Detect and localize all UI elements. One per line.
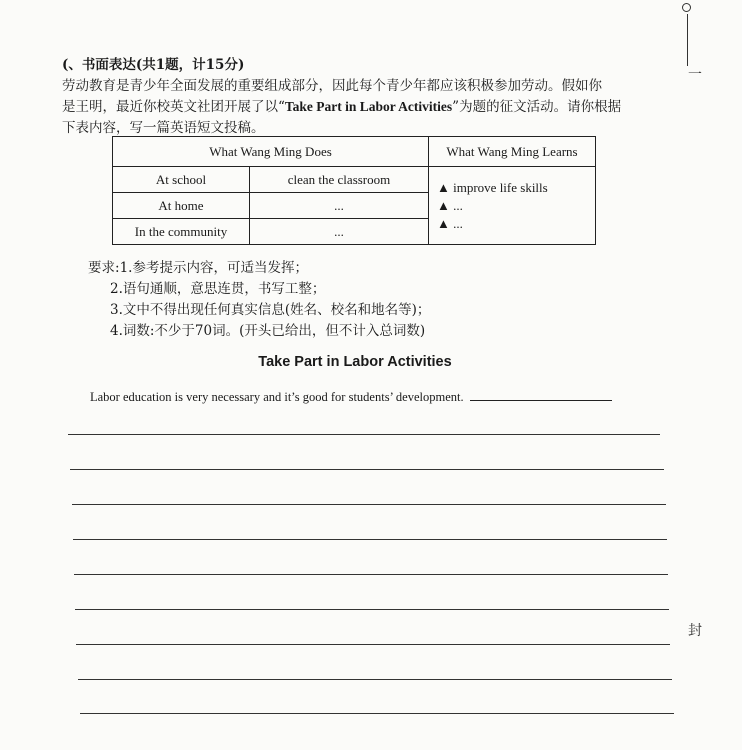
prompt-topic: Take Part in Labor Activities (284, 99, 453, 114)
binding-hole-icon (682, 3, 691, 12)
table-header-learns: What Wang Ming Learns (429, 137, 596, 167)
writing-line[interactable] (68, 434, 660, 435)
table-cell-place: At home (113, 193, 250, 219)
table-cell-place: In the community (113, 219, 250, 245)
margin-mark-top: 一 (688, 67, 702, 83)
section-header: (、书面表达(共1题，计15分) (62, 57, 245, 73)
binding-line (687, 14, 688, 66)
prompt-line-2-post: ”为题的征文活动。请你根据 (452, 99, 622, 115)
margin-mark-side: 封 (688, 623, 702, 639)
learn-item: ▲ improve life skills (437, 179, 548, 195)
prompt-line-2-pre: 是王明，最近你校英文社团开展了以“ (62, 99, 285, 115)
prompt-line-2 (62, 95, 621, 115)
table-cell-activity: clean the classroom (250, 167, 429, 193)
requirements-label: 要求: (88, 260, 120, 276)
table-row (113, 167, 596, 193)
essay-opening (90, 388, 612, 405)
prompt-line-3: 下表内容，写一篇英语短文投稿。 (62, 120, 265, 136)
essay-title: Take Part in Labor Activities (258, 354, 452, 370)
writing-line[interactable] (80, 713, 674, 714)
writing-line[interactable] (72, 504, 666, 505)
learn-item: ▲ ... (437, 215, 463, 231)
requirement-line-1 (88, 256, 308, 276)
learn-item: ▲ ... (437, 197, 463, 213)
essay-opening-text: Labor education is very necessary and it’s good for students’ development. (90, 390, 464, 404)
requirement-item: 3.文中不得出现任何真实信息(姓名、校名和地名等)； (110, 302, 431, 318)
table-cell-activity: ... (250, 219, 429, 245)
info-table (112, 136, 596, 245)
table-header-does: What Wang Ming Does (113, 137, 429, 167)
answer-blank[interactable] (470, 388, 612, 401)
writing-line[interactable] (70, 469, 664, 470)
table-cell-activity: ... (250, 193, 429, 219)
requirement-item: 4.词数:不少于70词。(开头已给出，但不计入总词数) (110, 323, 426, 339)
writing-line[interactable] (76, 644, 670, 645)
table-cell-place: At school (113, 167, 250, 193)
requirement-item: 2.语句通顺，意思连贯，书写工整； (110, 281, 326, 297)
table-cell-learns (429, 167, 596, 245)
writing-line[interactable] (73, 539, 667, 540)
writing-line[interactable] (75, 609, 669, 610)
prompt-line-1: 劳动教育是青少年全面发展的重要组成部分，因此每个青少年都应该积极参加劳动。假如你 (62, 78, 602, 94)
requirement-item: 1.参考提示内容，可适当发挥； (119, 260, 308, 276)
writing-line[interactable] (78, 679, 672, 680)
writing-line[interactable] (74, 574, 668, 575)
